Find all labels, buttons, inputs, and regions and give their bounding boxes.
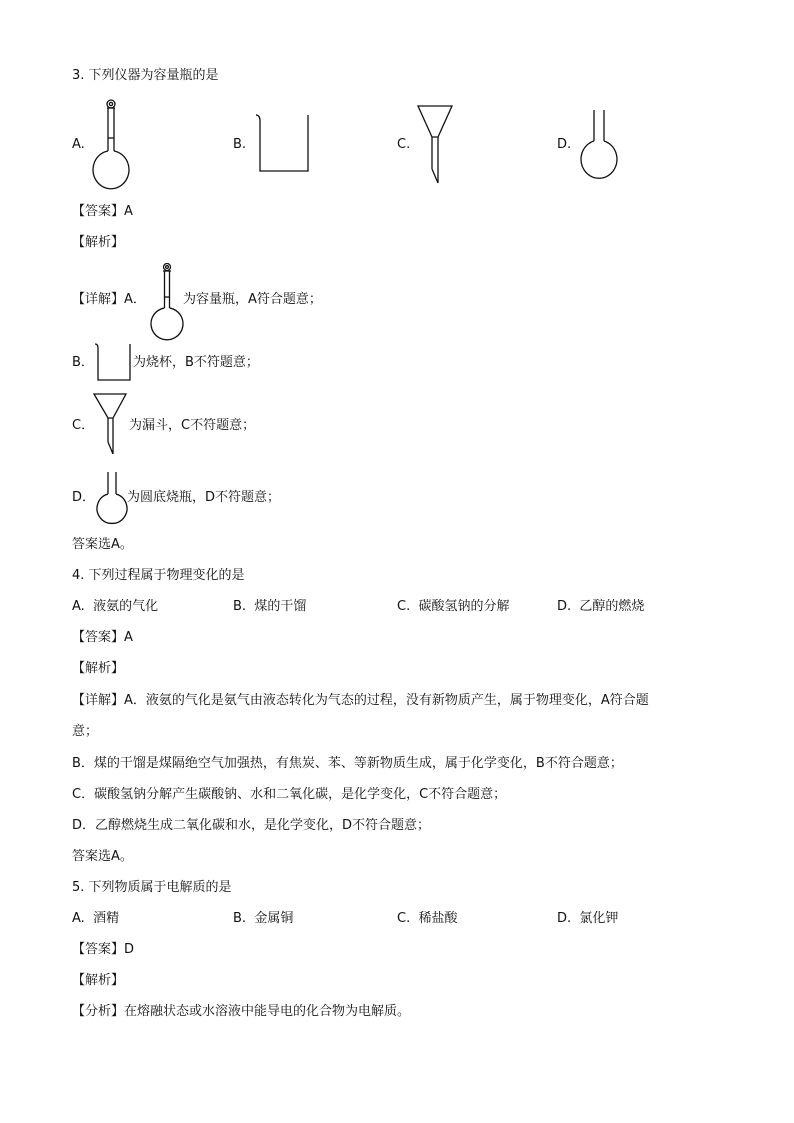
q5-analysis: 【分析】在熔融状态或水溶液中能导电的化合物为电解质。 [72, 1004, 411, 1019]
q3-option-b-label: B. [233, 137, 247, 152]
volumetric-flask-icon [90, 98, 134, 190]
q5-option-a: A. 酒精 [72, 911, 120, 926]
q3-detail-d-text: 为圆底烧瓶，D不符题意； [127, 490, 281, 505]
q4-answer: 【答案】A [72, 630, 133, 645]
q3-stem: 3. 下列仪器为容量瓶的是 [72, 68, 219, 83]
q3-detail-c-text: 为漏斗，C不符题意； [129, 418, 256, 433]
funnel-icon [92, 392, 130, 456]
q3-analysis-tag: 【解析】 [72, 235, 125, 250]
q5-option-d: D. 氯化钾 [557, 911, 619, 926]
q4-detail-b: B．煤的干馏是煤隔绝空气加强热，有焦炭、苯、等新物质生成，属于化学变化，B不符合题意； [72, 756, 623, 771]
q3-detail-d-label: D． [72, 490, 96, 505]
q4-option-c: C. 碳酸氢钠的分解 [397, 599, 510, 614]
q3-detail-a-text: 为容量瓶，A符合题意； [183, 292, 322, 307]
q3-detail-c-label: C． [72, 418, 95, 433]
q4-stem: 4. 下列过程属于物理变化的是 [72, 568, 245, 583]
q5-stem: 5. 下列物质属于电解质的是 [72, 880, 232, 895]
q3-conclusion: 答案选A。 [72, 537, 133, 552]
q5-option-b: B. 金属铜 [233, 911, 294, 926]
q4-option-a: A. 液氨的气化 [72, 599, 159, 614]
q4-conclusion: 答案选A。 [72, 849, 133, 864]
q4-option-d: D. 乙醇的燃烧 [557, 599, 645, 614]
q3-detail-a: 【详解】A． [72, 292, 146, 307]
q5-analysis-tag: 【解析】 [72, 973, 125, 988]
q3-answer: 【答案】A [72, 204, 133, 219]
beaker-icon [94, 342, 134, 382]
funnel-icon [415, 103, 455, 187]
q4-detail-a: 【详解】A．液氨的气化是氨气由液态转化为气态的过程，没有新物质产生，属于物理变化，A符合题 [72, 693, 649, 708]
round-bottom-flask-icon [94, 470, 130, 526]
volumetric-flask-icon [148, 262, 186, 342]
beaker-icon [254, 113, 314, 175]
q4-detail-c: C．碳酸氢钠分解产生碳酸钠、水和二氧化碳，是化学变化，C不符合题意； [72, 787, 507, 802]
q3-option-c-label: C. [397, 137, 411, 152]
q3-option-a-label: A. [72, 137, 85, 152]
q5-answer: 【答案】D [72, 942, 135, 957]
q4-analysis-tag: 【解析】 [72, 661, 125, 676]
q4-detail-d: D．乙醇燃烧生成二氧化碳和水，是化学变化，D不符合题意； [72, 818, 431, 833]
q3-detail-b-text: 为烧杯，B不符题意； [133, 355, 259, 370]
q3-option-d-label: D. [557, 137, 572, 152]
q4-option-b: B. 煤的干馏 [233, 599, 307, 614]
q5-option-c: C. 稀盐酸 [397, 911, 458, 926]
round-bottom-flask-icon [578, 108, 620, 180]
q3-detail-b-label: B． [72, 355, 94, 370]
q4-detail-a-cont: 意； [72, 724, 99, 739]
